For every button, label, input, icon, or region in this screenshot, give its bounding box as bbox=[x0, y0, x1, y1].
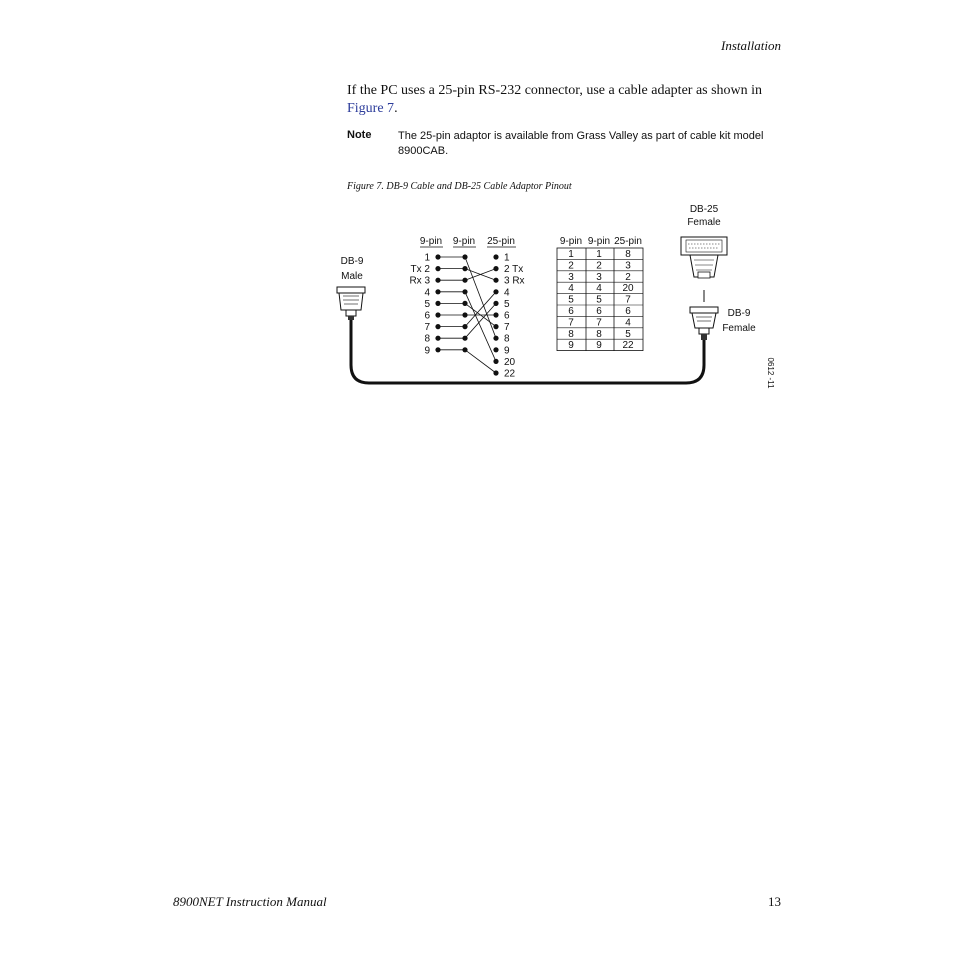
left-pin-label: 5 bbox=[424, 298, 430, 310]
table-header-3: 25-pin bbox=[614, 236, 642, 247]
table-cell: 22 bbox=[622, 340, 634, 352]
table-cell: 3 bbox=[625, 260, 631, 272]
table-cell: 9 bbox=[568, 340, 574, 352]
figure-id: 0612 -11 bbox=[766, 357, 775, 389]
table-cell: 3 bbox=[568, 271, 574, 283]
intro-text: If the PC uses a 25-pin RS-232 connector, use a cable adapter as shown in bbox=[347, 83, 763, 98]
right-pin-label: 2 Tx bbox=[504, 264, 524, 276]
table-cell: 7 bbox=[596, 317, 602, 329]
table-cell: 6 bbox=[625, 306, 631, 317]
table-cell: 5 bbox=[625, 328, 631, 340]
crossover-wire bbox=[465, 350, 496, 373]
right-pin-label: 20 bbox=[504, 356, 516, 368]
intro-end: . bbox=[394, 101, 398, 116]
footer-page-number: 13 bbox=[768, 894, 781, 909]
db9-male-connector-icon bbox=[337, 287, 365, 320]
table-cell: 3 bbox=[596, 271, 602, 283]
table-cell: 7 bbox=[625, 294, 631, 306]
right-pin-label: 5 bbox=[504, 298, 510, 310]
footer-manual-title: 8900NET Instruction Manual bbox=[173, 894, 327, 909]
right-pin-dot bbox=[493, 254, 498, 259]
table-cell: 1 bbox=[568, 249, 574, 260]
note-text: The 25-pin adaptor is available from Grass Valley as part of cable kit model 8900CAB. bbox=[398, 130, 764, 157]
left-pin-label: Tx 2 bbox=[410, 264, 430, 276]
wiring-diagram bbox=[409, 236, 524, 380]
wiring-header-2: 9-pin bbox=[452, 236, 476, 247]
wiring-header-1: 9-pin bbox=[419, 236, 443, 247]
left-pin-label: 6 bbox=[424, 310, 430, 322]
table-cell: 8 bbox=[625, 249, 631, 260]
left-pin-label: 4 bbox=[424, 287, 430, 299]
table-cell: 6 bbox=[568, 306, 574, 317]
table-cell: 5 bbox=[596, 294, 602, 306]
right-pin-label: 7 bbox=[504, 322, 510, 334]
db9-male-label-line1: DB-9 bbox=[340, 256, 364, 267]
table-cell: 4 bbox=[568, 283, 574, 295]
right-pin-label: 1 bbox=[504, 252, 510, 264]
right-pin-label: 4 bbox=[504, 287, 510, 299]
table-cell: 5 bbox=[568, 294, 574, 306]
header-section-title: Installation bbox=[721, 38, 781, 53]
db25-female-label-line1: DB-25 bbox=[689, 204, 719, 215]
db9-female-label-line2: Female bbox=[722, 323, 756, 334]
db9-female-label-line1: DB-9 bbox=[727, 308, 751, 319]
right-pin-label: 9 bbox=[504, 345, 510, 357]
right-pin-dot bbox=[493, 347, 498, 352]
table-cell: 4 bbox=[596, 283, 602, 295]
right-pin-label: 8 bbox=[504, 333, 510, 345]
note-label: Note bbox=[347, 129, 372, 141]
wiring-header-3: 25-pin bbox=[487, 236, 515, 247]
figure-labels bbox=[341, 204, 775, 389]
right-pin-label: 6 bbox=[504, 310, 510, 322]
figure-7-link[interactable]: Figure 7 bbox=[347, 101, 395, 116]
left-pin-label: 7 bbox=[424, 322, 430, 334]
left-pin-label: 9 bbox=[424, 345, 430, 357]
right-pin-label: 22 bbox=[504, 368, 516, 380]
table-cell: 20 bbox=[622, 283, 634, 295]
right-pin-label: 3 Rx bbox=[504, 275, 525, 287]
pin-table bbox=[557, 236, 643, 351]
table-cell: 7 bbox=[568, 317, 574, 329]
table-cell: 2 bbox=[568, 260, 574, 272]
table-cell: 6 bbox=[596, 306, 602, 317]
table-cell: 2 bbox=[625, 271, 631, 283]
db9-female-connector-icon bbox=[690, 307, 718, 340]
table-cell: 1 bbox=[596, 249, 602, 260]
left-pin-label: Rx 3 bbox=[409, 275, 430, 287]
table-cell: 8 bbox=[568, 328, 574, 340]
connector-art bbox=[337, 237, 727, 383]
table-cell: 9 bbox=[596, 340, 602, 352]
left-pin-label: 8 bbox=[424, 333, 430, 345]
left-pin-label: 1 bbox=[424, 252, 430, 264]
table-header-1: 9-pin bbox=[559, 236, 583, 247]
db25-female-connector-icon bbox=[681, 237, 727, 302]
db9-male-label-line2: Male bbox=[341, 271, 363, 282]
table-cell: 4 bbox=[625, 317, 631, 329]
table-cell: 8 bbox=[596, 328, 602, 340]
cable-line bbox=[351, 320, 704, 383]
table-cell: 2 bbox=[596, 260, 602, 272]
db25-female-label-line2: Female bbox=[687, 217, 721, 228]
table-header-2: 9-pin bbox=[587, 236, 611, 247]
figure-caption: Figure 7. DB-9 Cable and DB-25 Cable Adaptor Pinout bbox=[347, 181, 572, 192]
